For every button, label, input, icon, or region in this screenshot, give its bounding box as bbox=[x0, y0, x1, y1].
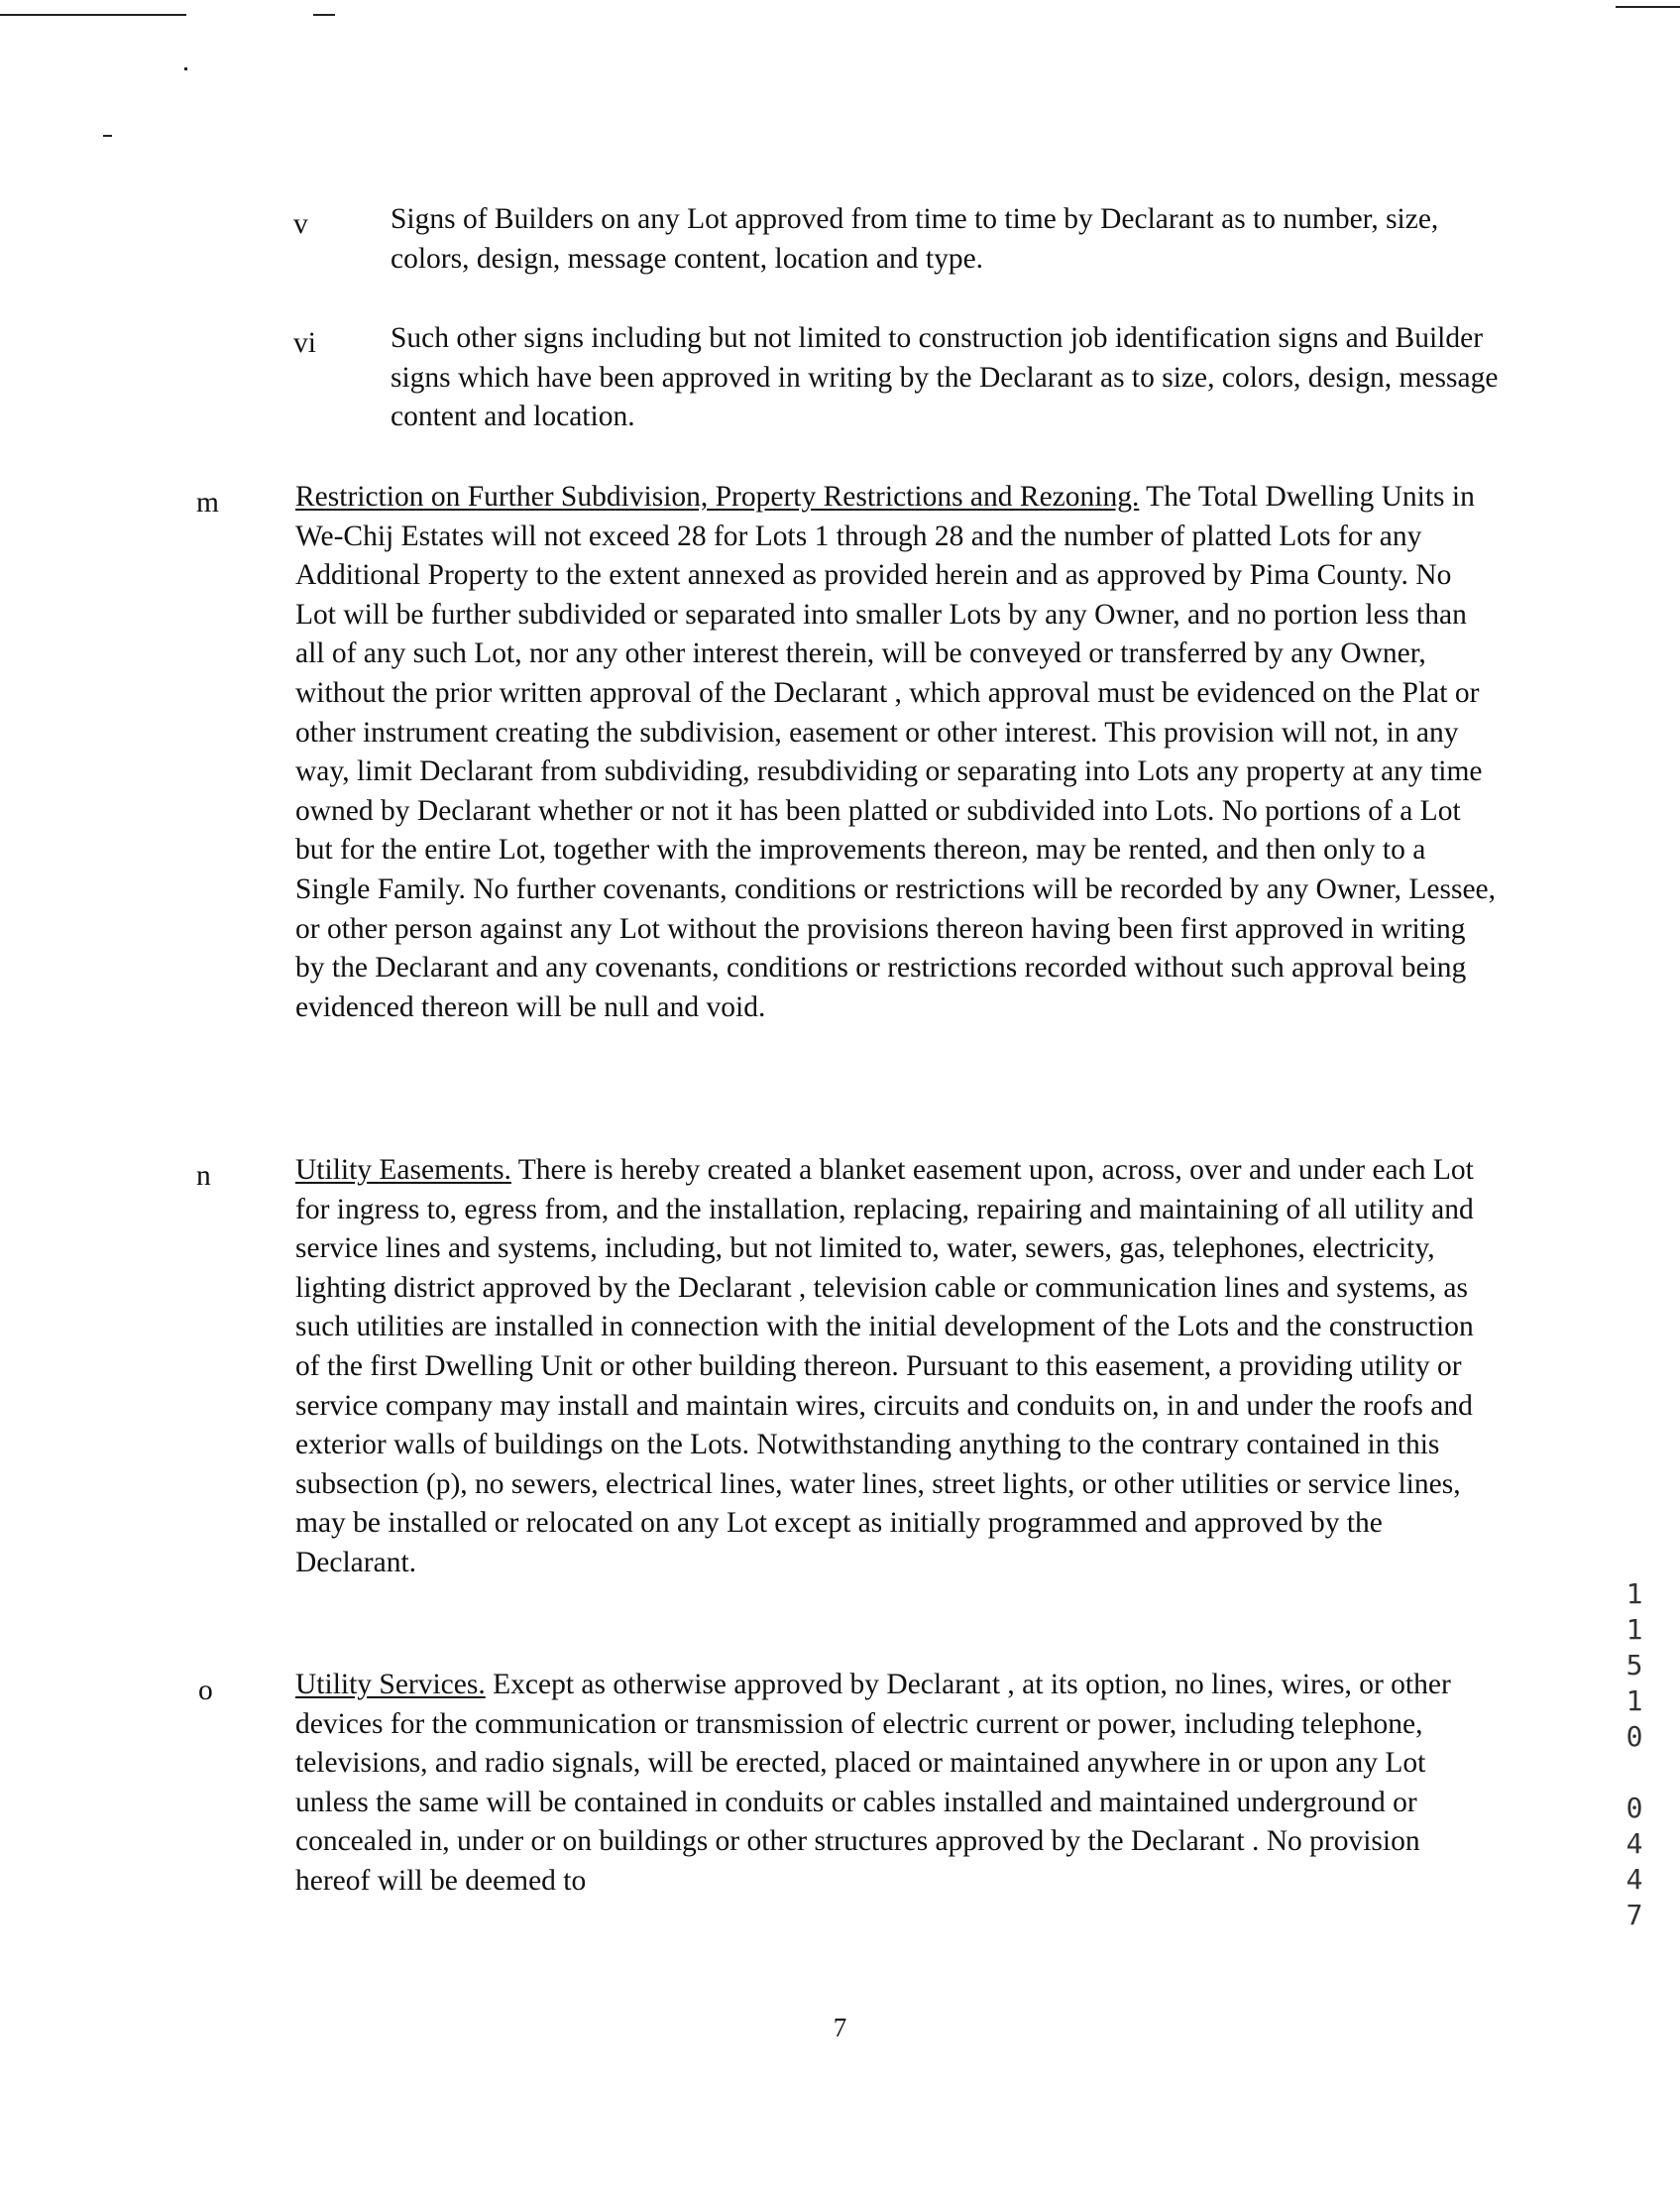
scan-line-top-left bbox=[0, 14, 186, 16]
stamp-digit: 1 bbox=[1625, 1613, 1643, 1646]
item-v-paragraph bbox=[391, 200, 1511, 279]
scan-dash-2 bbox=[103, 135, 112, 137]
stamp-digit: 0 bbox=[1625, 1720, 1643, 1753]
page-number: 7 bbox=[833, 2013, 847, 2042]
stamp-digit: 4 bbox=[1625, 1863, 1643, 1896]
section-marker-o: o bbox=[198, 1675, 213, 1706]
item-marker-vi: vi bbox=[293, 327, 316, 359]
section-o-text: Except as otherwise approved by Declarant , at its option, no lines, wires, or other devices for the communication or transmission of electric current or power, including telephone, televisions, and radio signals, will be erected, placed or maintained anywhere in or upon any Lot unless the same will be contained in conduits or cables installed and maintained underground or concealed in, under or on buildings or other structures approved by the Declarant . No provision hereof will be deemed to bbox=[295, 1669, 1451, 1897]
scan-dot-1 bbox=[184, 67, 187, 70]
section-m-text: The Total Dwelling Units in We-Chij Estates will not exceed 28 for Lots 1 through 28 and the number of platted Lots for any Additional Property to the extent annexed as provided herein and as approved by Pima County. No Lot will be further subdivided or separated into smaller Lots by any Owner, and no portion less than all of any such Lot, nor any other interest therein, will be conveyed or transferred by any Owner, without the prior written approval of the Declarant , which approval must be evidenced on the Plat or other instrument creating the subdivision, easement or other interest. This provision will not, in any way, limit Declarant from subdividing, resubdividing or separating into Lots any property at any time owned by Declarant whether or not it has been platted or subdivided into Lots. No portions of a Lot but for the entire Lot, together with the improvements thereon, may be rented, and then only to a Single Family. No further covenants, conditions or restrictions will be recorded by any Owner, Lessee, or other person against any Lot without the provisions thereon having been first approved in writing by the Declarant and any covenants, conditions or restrictions recorded without such approval being evidenced thereon will be null and void. bbox=[295, 481, 1497, 1023]
section-m-heading: Restriction on Further Subdivision, Property Restrictions and Rezoning. bbox=[295, 481, 1140, 513]
section-o-heading: Utility Services. bbox=[295, 1669, 486, 1700]
scan-dash-top bbox=[313, 14, 335, 16]
scan-line-top-right bbox=[1616, 6, 1680, 8]
stamp-digit: 0 bbox=[1625, 1792, 1643, 1824]
item-v-text: Signs of Builders on any Lot approved from time to time by Declarant as to number, size, colors, design, message content, location and type. bbox=[391, 203, 1439, 275]
stamp-digit: 7 bbox=[1625, 1899, 1643, 1931]
item-vi-text: Such other signs including but not limited to construction job identification signs and Builder signs which have been approved in writing by the Declarant as to size, colors, design, message content and location. bbox=[391, 322, 1499, 433]
stamp-gap bbox=[1618, 1755, 1651, 1791]
section-n-text: There is hereby created a blanket easement upon, across, over and under each Lot for ingress to, egress from, and the installation, replacing, repairing and maintaining of all utility and service lines and systems, including, but not limited to, water, sewers, gas, telephones, electricity, lighting district approved by the Declarant , television cable or communication lines and systems, as such utilities are installed in connection with the initial development of the Lots and the construction of the first Dwelling Unit or other building thereon. Pursuant to this easement, a providing utility or service company may install and maintain wires, circuits and conduits on, in and under the roofs and exterior walls of buildings on the Lots. Notwithstanding anything to the contrary contained in this subsection (p), no sewers, electrical lines, water lines, street lights, or other utilities or service lines, may be installed or relocated on any Lot except as initially programmed and approved by the Declarant. bbox=[295, 1154, 1474, 1578]
item-marker-v: v bbox=[293, 208, 308, 240]
section-m-paragraph bbox=[295, 478, 1497, 1027]
section-n-paragraph bbox=[295, 1151, 1497, 1583]
section-marker-m: m bbox=[196, 487, 219, 519]
stamp-digit: 1 bbox=[1625, 1684, 1643, 1717]
stamp-digit: 5 bbox=[1625, 1649, 1643, 1681]
stamp-digit: 4 bbox=[1625, 1827, 1643, 1860]
section-marker-n: n bbox=[196, 1160, 211, 1192]
section-o-paragraph bbox=[295, 1666, 1497, 1902]
item-vi-paragraph bbox=[391, 319, 1530, 437]
section-n-heading: Utility Easements. bbox=[295, 1154, 511, 1186]
recording-number-stamp bbox=[1618, 1576, 1651, 1933]
stamp-digit: 1 bbox=[1625, 1577, 1643, 1610]
